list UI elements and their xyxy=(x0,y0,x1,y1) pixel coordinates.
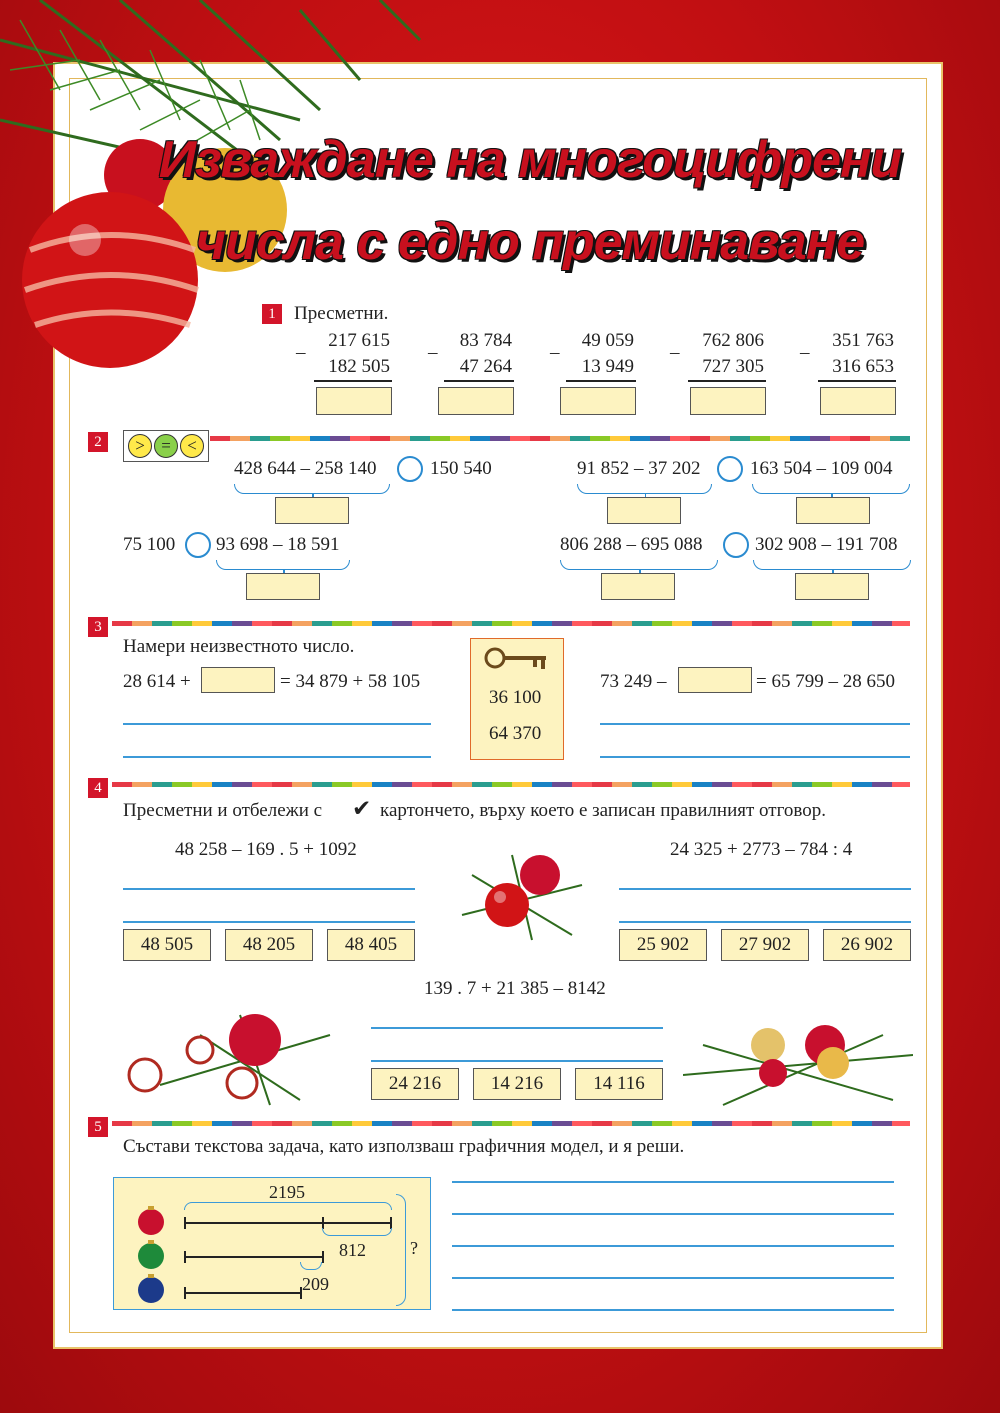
brace-6 xyxy=(753,560,911,570)
answer-box-3[interactable] xyxy=(560,387,636,415)
task1-number: 1 xyxy=(262,304,282,324)
page-title-line1: Изваждане на многоцифрени xyxy=(158,131,902,189)
model-top-brace xyxy=(184,1202,392,1210)
expression-2: 24 325 + 2773 – 784 : 4 xyxy=(670,839,853,860)
model-difference-label: 812 xyxy=(339,1240,366,1260)
option-card[interactable]: 14 216 xyxy=(473,1068,561,1100)
task2-number: 2 xyxy=(88,432,108,452)
answer-box-7[interactable] xyxy=(607,497,681,524)
task4-number: 4 xyxy=(88,778,108,798)
write-line xyxy=(452,1245,894,1247)
model-low-brace xyxy=(300,1262,322,1270)
answer-box-2[interactable] xyxy=(438,387,514,415)
write-line xyxy=(371,1027,663,1029)
equation2-left: 73 249 – xyxy=(600,671,667,692)
task5-instruction: Състави текстова задача, като използваш графичния модел, и я реши. xyxy=(123,1136,685,1157)
task4-instruction-b: картончето, върху което е записан правилният отговор. xyxy=(380,800,827,821)
compare-expr-6: 302 908 – 191 708 xyxy=(755,534,898,555)
compare-expr-2: 91 852 – 37 202 xyxy=(577,458,701,479)
compare-circle-4[interactable] xyxy=(723,532,749,558)
brace-4 xyxy=(216,560,350,570)
write-line xyxy=(619,888,911,890)
answer-box-10[interactable] xyxy=(601,573,675,600)
section-divider xyxy=(112,782,910,787)
write-line xyxy=(452,1277,894,1279)
expression-1: 48 258 – 169 . 5 + 1092 xyxy=(175,839,357,860)
model-low-label: 209 xyxy=(302,1274,329,1294)
option-card[interactable]: 14 116 xyxy=(575,1068,663,1100)
answer-box-9[interactable] xyxy=(246,573,320,600)
option-card[interactable]: 48 505 xyxy=(123,929,211,961)
option-card[interactable]: 48 205 xyxy=(225,929,313,961)
unknown-box-1[interactable] xyxy=(201,667,275,693)
model-mid-brace xyxy=(322,1228,392,1236)
write-line xyxy=(619,921,911,923)
compare-signs-card: > = < xyxy=(123,430,209,462)
equation2-right: = 65 799 – 28 650 xyxy=(756,671,895,692)
compare-expr-5: 806 288 – 695 088 xyxy=(560,534,703,555)
section-divider xyxy=(210,436,910,441)
model-question: ? xyxy=(410,1238,418,1258)
model-total-label: 2195 xyxy=(269,1182,305,1202)
compare-circle-1[interactable] xyxy=(397,456,423,482)
brace-1 xyxy=(234,484,390,494)
write-line xyxy=(452,1181,894,1183)
task3-number: 3 xyxy=(88,617,108,637)
section-divider xyxy=(112,1121,910,1126)
compare-value-1: 150 540 xyxy=(430,458,492,479)
answer-box-4[interactable] xyxy=(690,387,766,415)
write-line xyxy=(371,1060,663,1062)
write-line xyxy=(600,723,910,725)
compare-expr-4: 93 698 – 18 591 xyxy=(216,534,340,555)
ornament-photo xyxy=(452,845,592,945)
option-card[interactable]: 27 902 xyxy=(721,929,809,961)
christmas-decoration xyxy=(0,0,460,390)
write-line xyxy=(600,756,910,758)
page-title-line2: числа с едно преминаване xyxy=(195,213,865,271)
key-value-2: 64 370 xyxy=(489,723,542,744)
key-card xyxy=(470,638,564,760)
key-icon xyxy=(483,645,553,671)
answer-box-1[interactable] xyxy=(316,387,392,415)
task1-instruction: Пресметни. xyxy=(294,303,389,324)
write-line xyxy=(123,723,431,725)
answer-box-11[interactable] xyxy=(795,573,869,600)
compare-circle-3[interactable] xyxy=(185,532,211,558)
write-line xyxy=(123,888,415,890)
write-line xyxy=(123,921,415,923)
write-line xyxy=(452,1309,894,1311)
task4-instruction-a: Пресметни и отбележи с xyxy=(123,800,323,821)
compare-value-2: 75 100 xyxy=(123,534,176,555)
section-divider xyxy=(112,621,910,626)
task3-instruction: Намери неизвестното число. xyxy=(123,636,355,657)
check-icon: ✔ xyxy=(352,796,372,822)
brace-5 xyxy=(560,560,718,570)
answer-box-6[interactable] xyxy=(275,497,349,524)
compare-circle-2[interactable] xyxy=(717,456,743,482)
compare-expr-1: 428 644 – 258 140 xyxy=(234,458,377,479)
ornament-photo xyxy=(683,1015,913,1115)
unknown-box-2[interactable] xyxy=(678,667,752,693)
ornament-icons xyxy=(134,1202,168,1308)
model-right-brace xyxy=(396,1194,406,1306)
option-card[interactable]: 24 216 xyxy=(371,1068,459,1100)
answer-box-5[interactable] xyxy=(820,387,896,415)
ornament-photo xyxy=(120,995,335,1110)
equation1-right: = 34 879 + 58 105 xyxy=(280,671,421,692)
compare-expr-3: 163 504 – 109 004 xyxy=(750,458,893,479)
write-line xyxy=(123,756,431,758)
task5-number: 5 xyxy=(88,1117,108,1137)
brace-3 xyxy=(752,484,910,494)
equation1-left: 28 614 + xyxy=(123,671,191,692)
option-card[interactable]: 26 902 xyxy=(823,929,911,961)
brace-2 xyxy=(577,484,712,494)
answer-box-8[interactable] xyxy=(796,497,870,524)
option-card[interactable]: 25 902 xyxy=(619,929,707,961)
key-value-1: 36 100 xyxy=(489,687,542,708)
write-line xyxy=(452,1213,894,1215)
graphic-model xyxy=(113,1177,431,1310)
option-card[interactable]: 48 405 xyxy=(327,929,415,961)
expression-3: 139 . 7 + 21 385 – 8142 xyxy=(424,978,606,999)
